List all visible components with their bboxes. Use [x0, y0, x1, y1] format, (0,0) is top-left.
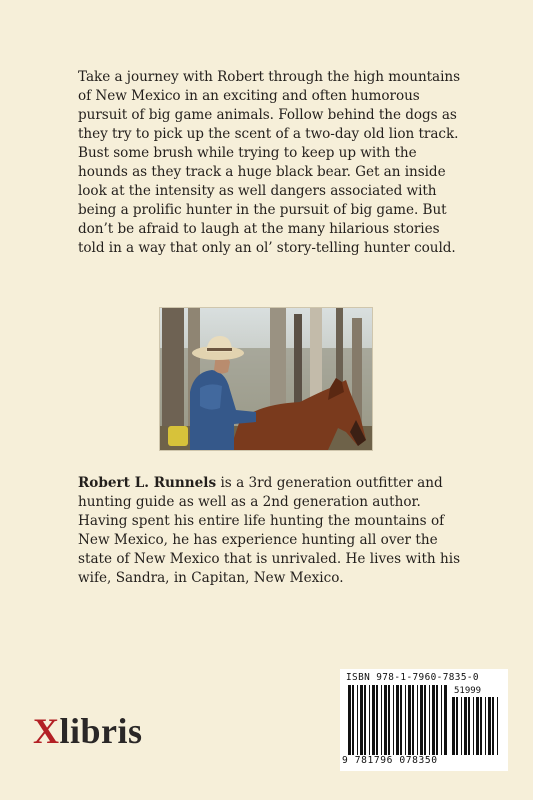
- publisher-logo: [33, 710, 143, 752]
- author-bio: [78, 474, 468, 588]
- price-code: 51999: [454, 686, 482, 696]
- ean-digits: 9 781796 078350: [342, 755, 438, 766]
- author-photo: [159, 307, 373, 451]
- back-cover-synopsis: Take a journey with Robert through the high mountains of New Mexico in an exciting and often humorous pursuit of big game animals. Follow behind the dogs as they try to pick up the scent of a two-day old lion track. Bust some brush while trying to keep up with the hounds as they track a huge black bear. Get an inside look at the intensity as well dangers associated with being a prolific hunter in the pursuit of big game. But don’t be afraid to laugh at the many hilarious stories told in a way that only an ol’ story-telling hunter could.: [78, 69, 461, 256]
- author-on-horse-image: [160, 308, 372, 450]
- publisher-logo-x: X: [33, 711, 60, 751]
- ean-barcode-bars: [348, 685, 448, 755]
- author-bio-text: is a 3rd generation outfitter and hunting guide as well as a 2nd generation author. Having spent his entire life hunting the mountains of New Mexico, he has experience hunting all over the state of New Mexico that is unrivaled. He lives with his wife, Sandra, in Capitan, New Mexico.: [78, 475, 461, 586]
- publisher-logo-rest: libris: [59, 711, 143, 751]
- author-name: Robert L. Runnels: [78, 475, 217, 491]
- isbn-label: ISBN 978-1-7960-7835-0: [346, 672, 479, 683]
- isbn-barcode: [340, 669, 508, 771]
- price-barcode-bars: [452, 697, 500, 755]
